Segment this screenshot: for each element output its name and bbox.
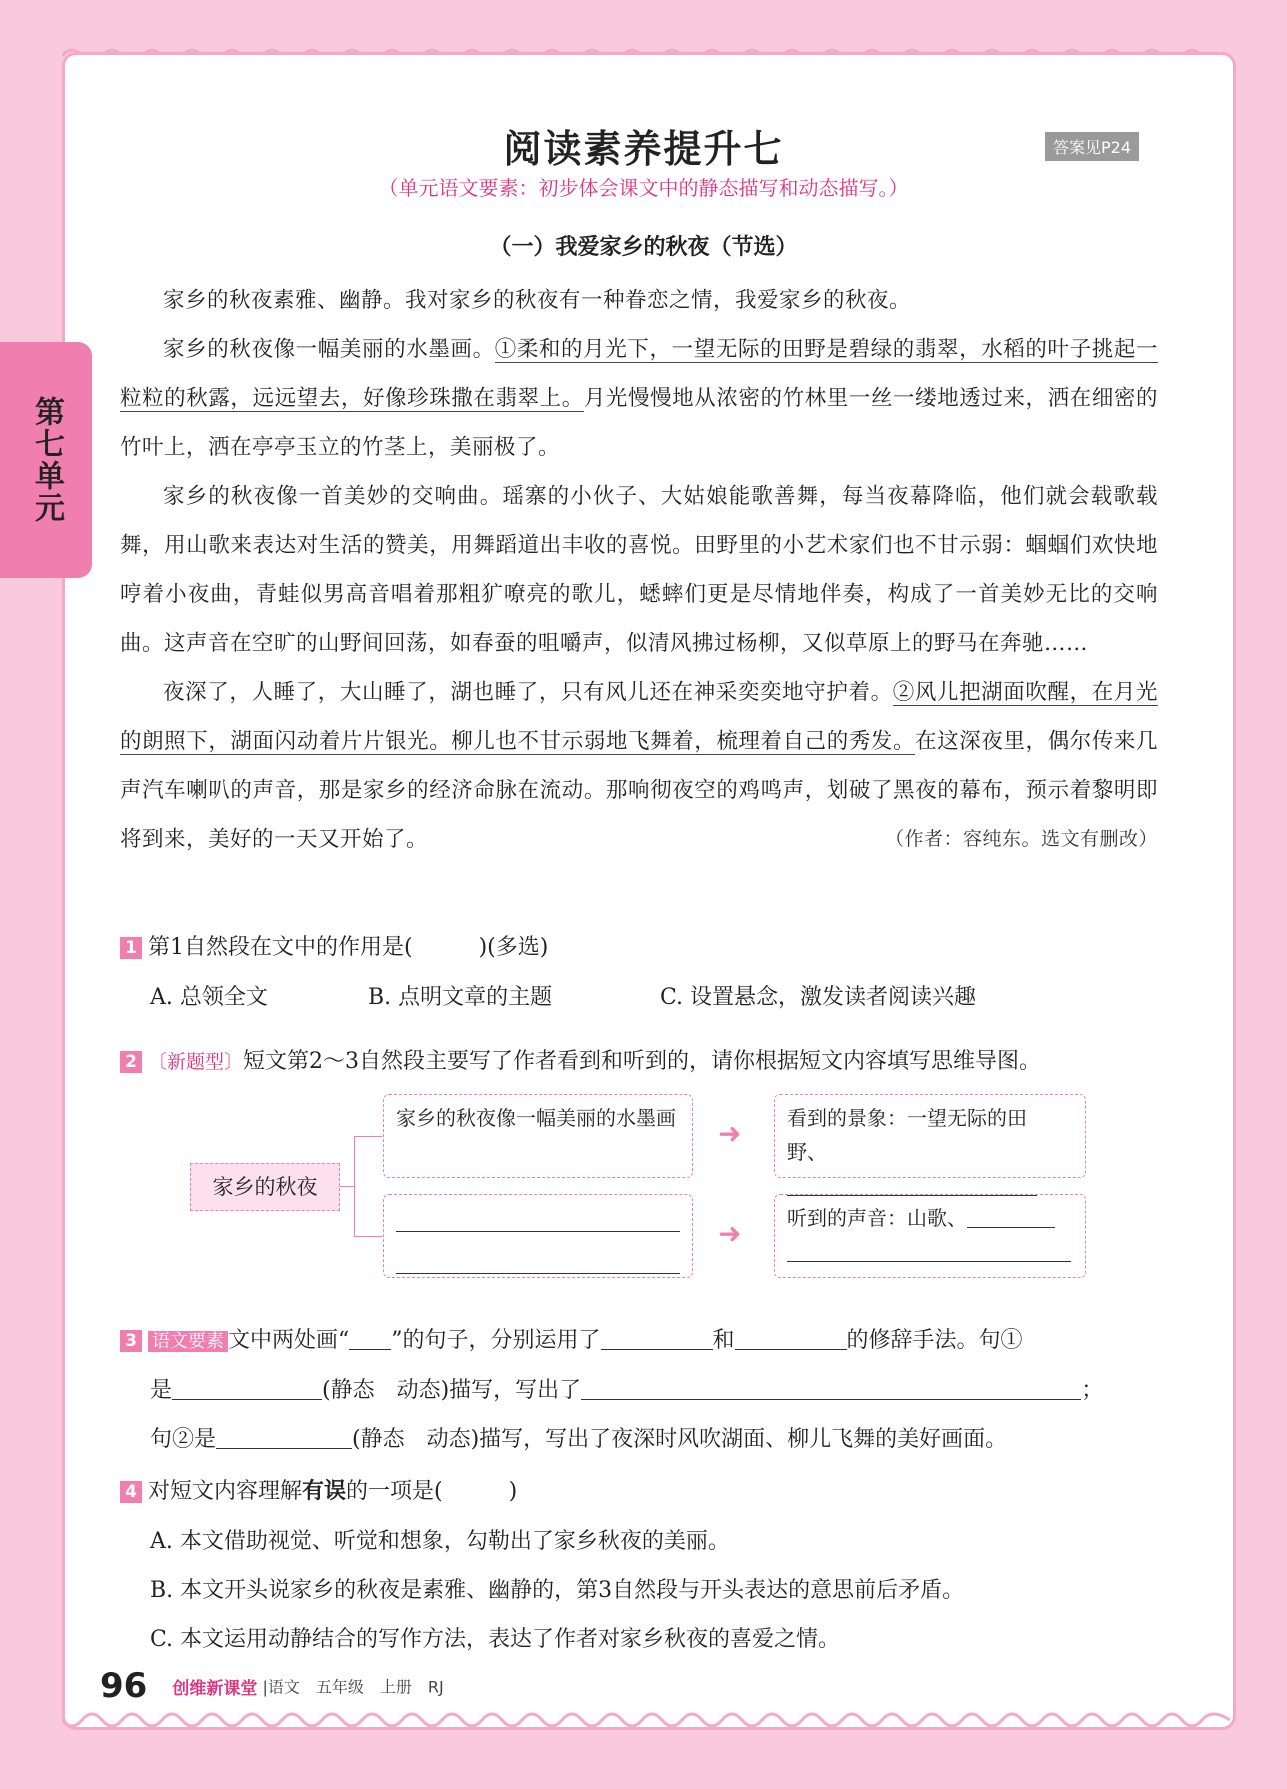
mindmap-center-node: 家乡的秋夜 xyxy=(190,1163,340,1211)
q1-option-b[interactable]: B. 点明文章的主题 xyxy=(368,985,553,1010)
page-footer xyxy=(100,1666,444,1706)
unit-label: 第七单元 xyxy=(29,396,64,524)
emphasis-text: 有误 xyxy=(302,1478,347,1504)
question-1 xyxy=(120,930,1160,961)
mindmap-box-painting: 家乡的秋夜像一幅美丽的水墨画 xyxy=(383,1094,693,1178)
page-number: 96 xyxy=(100,1666,148,1706)
mindmap-connector xyxy=(354,1136,382,1137)
answer-blank[interactable] xyxy=(787,1175,1037,1196)
arrow-right-icon: ➜ xyxy=(718,1217,742,1250)
unit-element-subtitle: （单元语文要素：初步体会课文中的静态描写和动态描写。） xyxy=(378,176,909,200)
underlined-sentence-1: ①柔和的月光下，一望无际的田野是碧绿的翡翠，水稻的叶子挑起一粒粒的秋露，远远望去，好像珍珠撒在翡翠上。 xyxy=(120,337,1158,411)
paragraph-2: 家乡的秋夜像一幅美丽的水墨画。①柔和的月光下，一望无际的田野是碧绿的翡翠，水稻的叶子挑起一粒粒的秋露，远远望去，好像珍珠撒在翡翠上。月光慢慢地从浓密的竹林里一丝一缕地透过来，洒在细密的竹叶上，洒在亭亭玉立的竹茎上，美丽极了。 xyxy=(120,337,1158,460)
q1-option-a[interactable]: A. 总领全文 xyxy=(150,985,268,1010)
underlined-sentence-2: ②风儿把湖面吹醒，在月光的朗照下，湖面闪动着片片银光。柳儿也不甘示弱地飞舞着，梳理着自己的秀发。 xyxy=(120,680,1158,754)
mindmap-box-blank[interactable] xyxy=(383,1194,693,1278)
mindmap-box-seen: 看到的景象：一望无际的田 野、 xyxy=(774,1094,1086,1178)
answer-blank[interactable] xyxy=(216,1428,352,1449)
answer-blank[interactable] xyxy=(735,1329,847,1350)
page-title: 阅读素养提升七 xyxy=(503,127,784,171)
question-number: 2 xyxy=(120,1051,142,1073)
q1-option-c[interactable]: C. 设置悬念，激发读者阅读兴趣 xyxy=(660,985,977,1010)
book-info: |语文 五年级 上册 RJ xyxy=(262,1677,444,1697)
q4-option-b[interactable]: B. 本文开头说家乡的秋夜是素雅、幽静的，第3自然段与开头表达的意思前后矛盾。 xyxy=(150,1578,965,1603)
answer-blank[interactable] xyxy=(396,1211,680,1232)
wavy-border-bottom xyxy=(62,1712,1230,1738)
mindmap-box-heard: 听到的声音：山歌、 xyxy=(774,1194,1086,1278)
author-note: （作者：容纯东。选文有删改） xyxy=(884,828,1158,850)
mindmap-connector xyxy=(354,1136,355,1236)
yuwen-element-tag: 语文要素 xyxy=(148,1331,228,1352)
mindmap-connector xyxy=(354,1236,382,1237)
answer-blank[interactable] xyxy=(581,1379,1081,1400)
arrow-right-icon: ➜ xyxy=(718,1117,742,1150)
answer-blank[interactable] xyxy=(172,1379,322,1400)
answer-blank[interactable] xyxy=(396,1253,680,1274)
unit-side-tab xyxy=(0,342,92,578)
underline-sample xyxy=(349,1329,391,1350)
brand-name: 创维新课堂 xyxy=(172,1678,258,1699)
new-question-tag: 〔新题型〕 xyxy=(148,1051,244,1073)
mindmap-connector xyxy=(338,1186,354,1187)
q4-option-a[interactable]: A. 本文借助视觉、听觉和想象，勾勒出了家乡秋夜的美丽。 xyxy=(150,1529,730,1554)
answer-blank[interactable] xyxy=(967,1207,1055,1228)
question-2 xyxy=(120,1044,1160,1075)
answer-reference-badge: 答案见P24 xyxy=(1045,132,1139,161)
question-number: 4 xyxy=(120,1481,142,1503)
question-text: 第1自然段在文中的作用是( )(多选) xyxy=(148,935,549,960)
paragraph-3: 家乡的秋夜像一首美妙的交响曲。瑶寨的小伙子、大姑娘能歌善舞，每当夜幕降临，他们就会载歌载舞，用山歌来表达对生活的赞美，用舞蹈道出丰收的喜悦。田野里的小艺术家们也不甘示弱：蝈蝈们欢快地哼着小夜曲，青蛙似男高音唱着那粗犷嘹亮的歌儿，蟋蟀们更是尽情地伴奏，构成了一首美妙无比的交响曲。这声音在空旷的山野间回荡，如春蚕的咀嚼声，似清风拂过杨柳，又似草原上的野马在奔驰…… xyxy=(120,484,1158,656)
question-text: 短文第2～3自然段主要写了作者看到和听到的，请你根据短文内容填写思维导图。 xyxy=(243,1049,1042,1074)
paragraph-4: 夜深了，人睡了，大山睡了，湖也睡了，只有风儿还在神采奕奕地守护着。②风儿把湖面吹醒，在月光的朗照下，湖面闪动着片片银光。柳儿也不甘示弱地飞舞着，梳理着自己的秀发。在这深夜里，偶尔传来几声汽车喇叭的声音，那是家乡的经济命脉在流动。那响彻夜空的鸡鸣声，划破了黑夜的幕布，预示着黎明即将到来，美好的一天又开始了。 （作者：容纯东。选文有删改） xyxy=(120,668,1158,864)
answer-blank[interactable] xyxy=(787,1241,1071,1262)
question-number: 1 xyxy=(120,937,142,959)
question-3: 3 语文要素 文中两处画“ ”的句子，分别运用了 和 的修辞手法。句① 是 (静态 动态)描写，写出了 ； 句②是 (静态 动态)描写，写出了夜深时风吹湖面、柳儿飞舞的美好画面。 xyxy=(120,1316,1160,1464)
paragraph-1: 家乡的秋夜素雅、幽静。我对家乡的秋夜有一种眷恋之情，我爱家乡的秋夜。 xyxy=(163,288,912,313)
question-4: 4 对短文内容理解有误的一项是( ) xyxy=(120,1474,1160,1505)
q4-option-c[interactable]: C. 本文运用动静结合的写作方法，表达了作者对家乡秋夜的喜爱之情。 xyxy=(150,1627,841,1652)
reading-passage xyxy=(120,276,1158,864)
answer-blank[interactable] xyxy=(601,1329,713,1350)
passage-title: （一）我爱家乡的秋夜（节选） xyxy=(489,235,798,260)
question-number: 3 xyxy=(120,1330,142,1352)
